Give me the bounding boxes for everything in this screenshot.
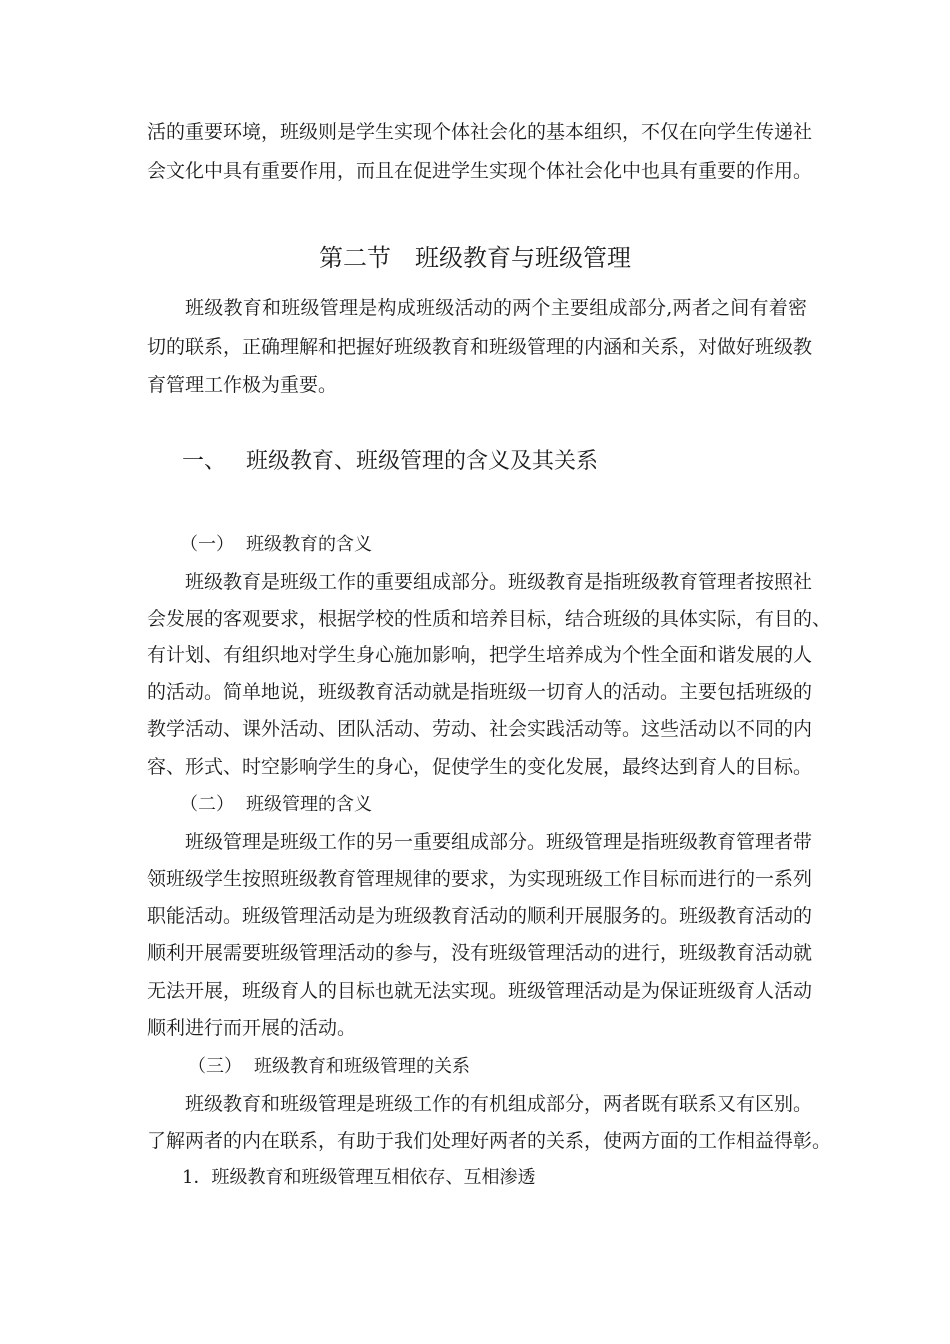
section-title: 第二节 班级教育与班级管理 <box>319 244 631 272</box>
heading-1 <box>182 448 598 476</box>
paragraph-line: 班级教育和班级管理是班级工作的有机组成部分，两者既有联系又有区别。 <box>185 1093 813 1115</box>
paragraph-line: 领班级学生按照班级教育管理规律的要求，为实现班级工作目标而进行的一系列 <box>147 868 813 890</box>
subheading-2-text: 班级管理的含义 <box>246 794 372 815</box>
paragraph-line: 了解两者的内在联系，有助于我们处理好两者的关系，使两方面的工作相益得彰。 <box>147 1130 832 1152</box>
subheading-1 <box>180 533 372 557</box>
paragraph-line: 的活动。简单地说，班级教育活动就是指班级一切育人的活动。主要包括班级的 <box>147 681 813 703</box>
subheading-2-number: （二） <box>180 794 234 815</box>
paragraph-line: 无法开展，班级育人的目标也就无法实现。班级管理活动是为保证班级育人活动 <box>147 980 813 1002</box>
intro-line: 活的重要环境，班级则是学生实现个体社会化的基本组织，不仅在向学生传递社 <box>147 121 813 143</box>
subheading-1-number: （一） <box>180 534 234 555</box>
paragraph-line: 顺利开展需要班级管理活动的参与，没有班级管理活动的进行，班级教育活动就 <box>147 942 813 964</box>
subheading-2 <box>180 793 372 817</box>
subheading-3-number: （三） <box>188 1056 242 1077</box>
paragraph-line: 教学活动、课外活动、团队活动、劳动、社会实践活动等。这些活动以不同的内 <box>147 718 813 740</box>
intro-line: 会文化中具有重要作用，而且在促进学生实现个体社会化中也具有重要的作用。 <box>147 160 813 182</box>
paragraph-line: 顺利进行而开展的活动。 <box>147 1017 357 1039</box>
section-intro-line: 班级教育和班级管理是构成班级活动的两个主要组成部分,两者之间有着密 <box>185 297 807 319</box>
subheading-1-text: 班级教育的含义 <box>246 534 372 555</box>
subheading-3-text: 班级教育和班级管理的关系 <box>254 1056 470 1077</box>
heading-1-number: 一、 <box>182 449 227 474</box>
paragraph-line: 班级教育是班级工作的重要组成部分。班级教育是指班级教育管理者按照社 <box>185 571 813 593</box>
heading-1-text: 班级教育、班级管理的含义及其关系 <box>246 449 599 474</box>
paragraph-line: 职能活动。班级管理活动是为班级教育活动的顺利开展服务的。班级教育活动的 <box>147 905 813 927</box>
subheading-3 <box>188 1055 470 1079</box>
paragraph-line: 有计划、有组织地对学生身心施加影响，把学生培养成为个性全面和谐发展的人 <box>147 644 813 666</box>
section-intro-line: 切的联系，正确理解和把握好班级教育和班级管理的内涵和关系，对做好班级教 <box>147 336 813 358</box>
paragraph-line: 班级管理是班级工作的另一重要组成部分。班级管理是指班级教育管理者带 <box>185 831 813 853</box>
paragraph-line: 容、形式、时空影响学生的身心，促使学生的变化发展，最终达到育人的目标。 <box>147 756 813 778</box>
paragraph-line: 会发展的客观要求，根据学校的性质和培养目标，结合班级的具体实际，有目的、 <box>147 608 832 630</box>
section-intro-line: 育管理工作极为重要。 <box>147 374 338 396</box>
numbered-item: 1．班级教育和班级管理互相依存、互相渗透 <box>182 1167 536 1188</box>
